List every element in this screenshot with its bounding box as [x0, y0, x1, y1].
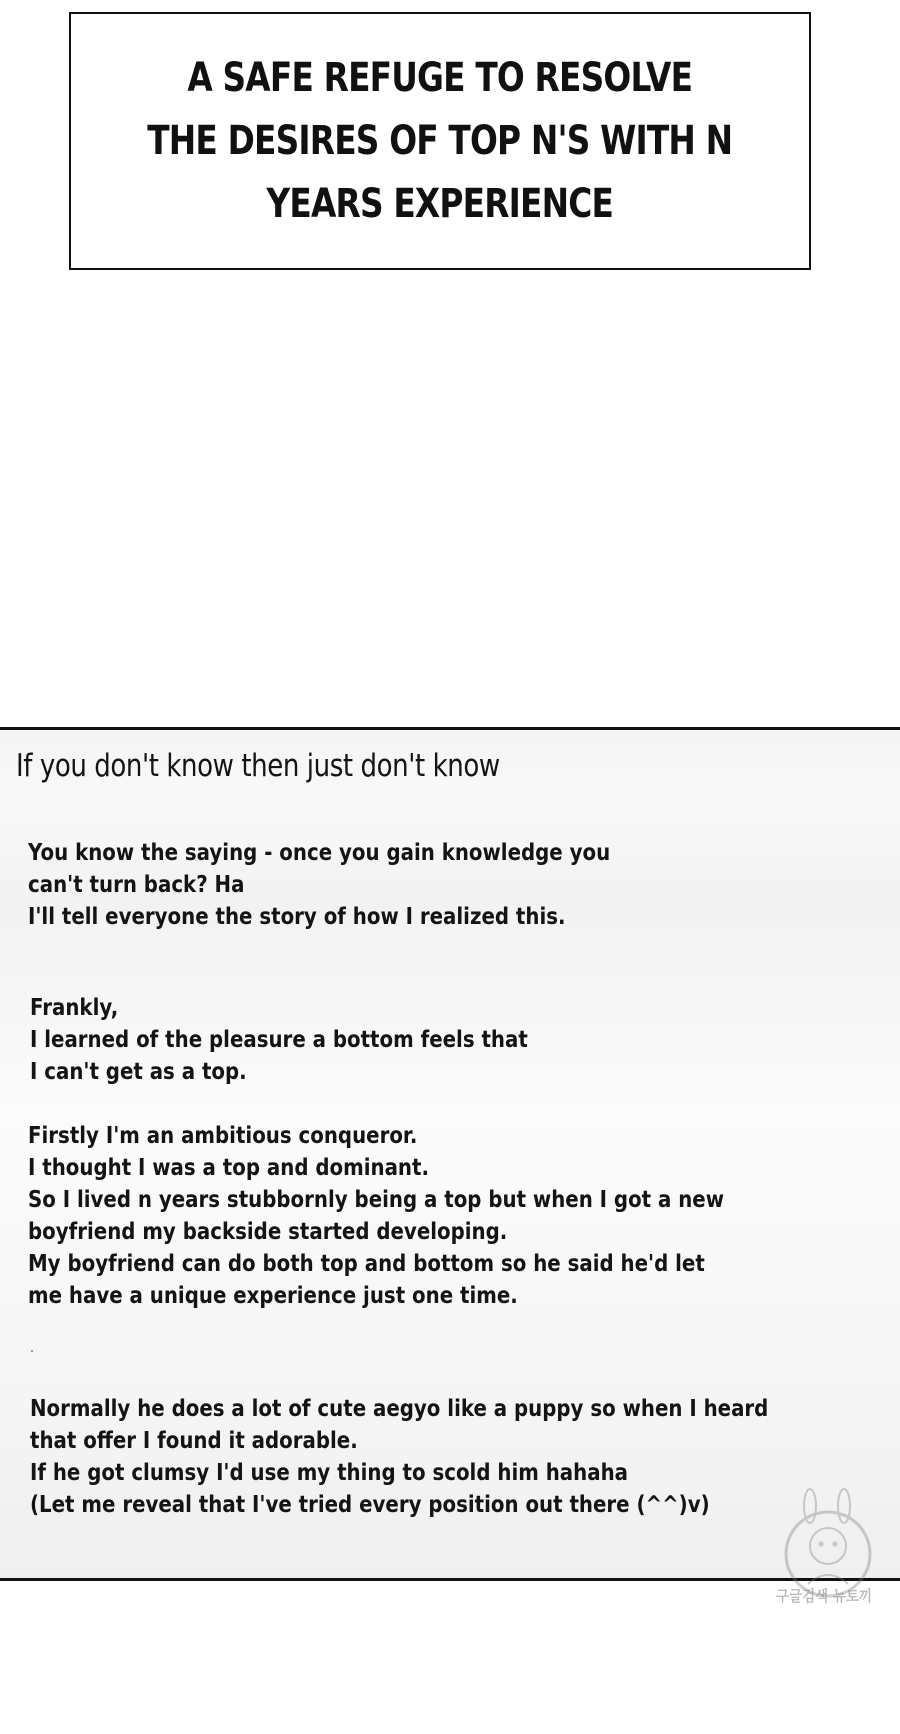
post-heading: If you don't know then just don't know	[16, 748, 500, 784]
post-line: So I lived n years stubbornly being a top but when I got a new	[28, 1187, 725, 1213]
post-line: I can't get as a top.	[30, 1059, 247, 1085]
watermark-text: 구글검색 뉴토끼	[776, 1587, 872, 1605]
post-line: You know the saying - once you gain knowledge you	[28, 840, 611, 866]
post-line: can't turn back? Ha	[28, 872, 245, 898]
post-line: Frankly,	[30, 995, 119, 1021]
post-paragraph-3	[28, 1120, 724, 1312]
title-text	[147, 47, 732, 236]
title-box	[69, 12, 811, 270]
post-line: I'll tell everyone the story of how I realized this.	[28, 904, 566, 930]
post-line: (Let me reveal that I've tried every position out there (^^)v)	[30, 1492, 710, 1518]
post-line: I thought I was a top and dominant.	[28, 1155, 429, 1181]
post-line: My boyfriend can do both top and bottom so he said he'd let	[28, 1251, 705, 1277]
post-line: boyfriend my backside started developing.	[28, 1219, 508, 1245]
post-panel	[0, 727, 900, 1581]
post-line: If he got clumsy I'd use my thing to scold him hahaha	[30, 1460, 629, 1486]
post-line: Normally he does a lot of cute aegyo like a puppy so when I heard	[30, 1396, 769, 1422]
title-line-3: YEARS EXPERIENCE	[266, 180, 614, 227]
title-line-1: A SAFE REFUGE TO RESOLVE	[187, 54, 693, 101]
post-paragraph-2	[30, 992, 528, 1088]
post-line: I learned of the pleasure a bottom feels that	[30, 1027, 528, 1053]
stray-dot	[31, 1350, 33, 1352]
post-line: Firstly I'm an ambitious conqueror.	[28, 1123, 418, 1149]
title-line-2: THE DESIRES OF TOP N'S WITH N	[147, 117, 733, 164]
post-line: that offer I found it adorable.	[30, 1428, 358, 1454]
post-paragraph-4	[30, 1393, 768, 1521]
post-line: me have a unique experience just one time.	[28, 1283, 518, 1309]
post-paragraph-1	[28, 837, 610, 933]
